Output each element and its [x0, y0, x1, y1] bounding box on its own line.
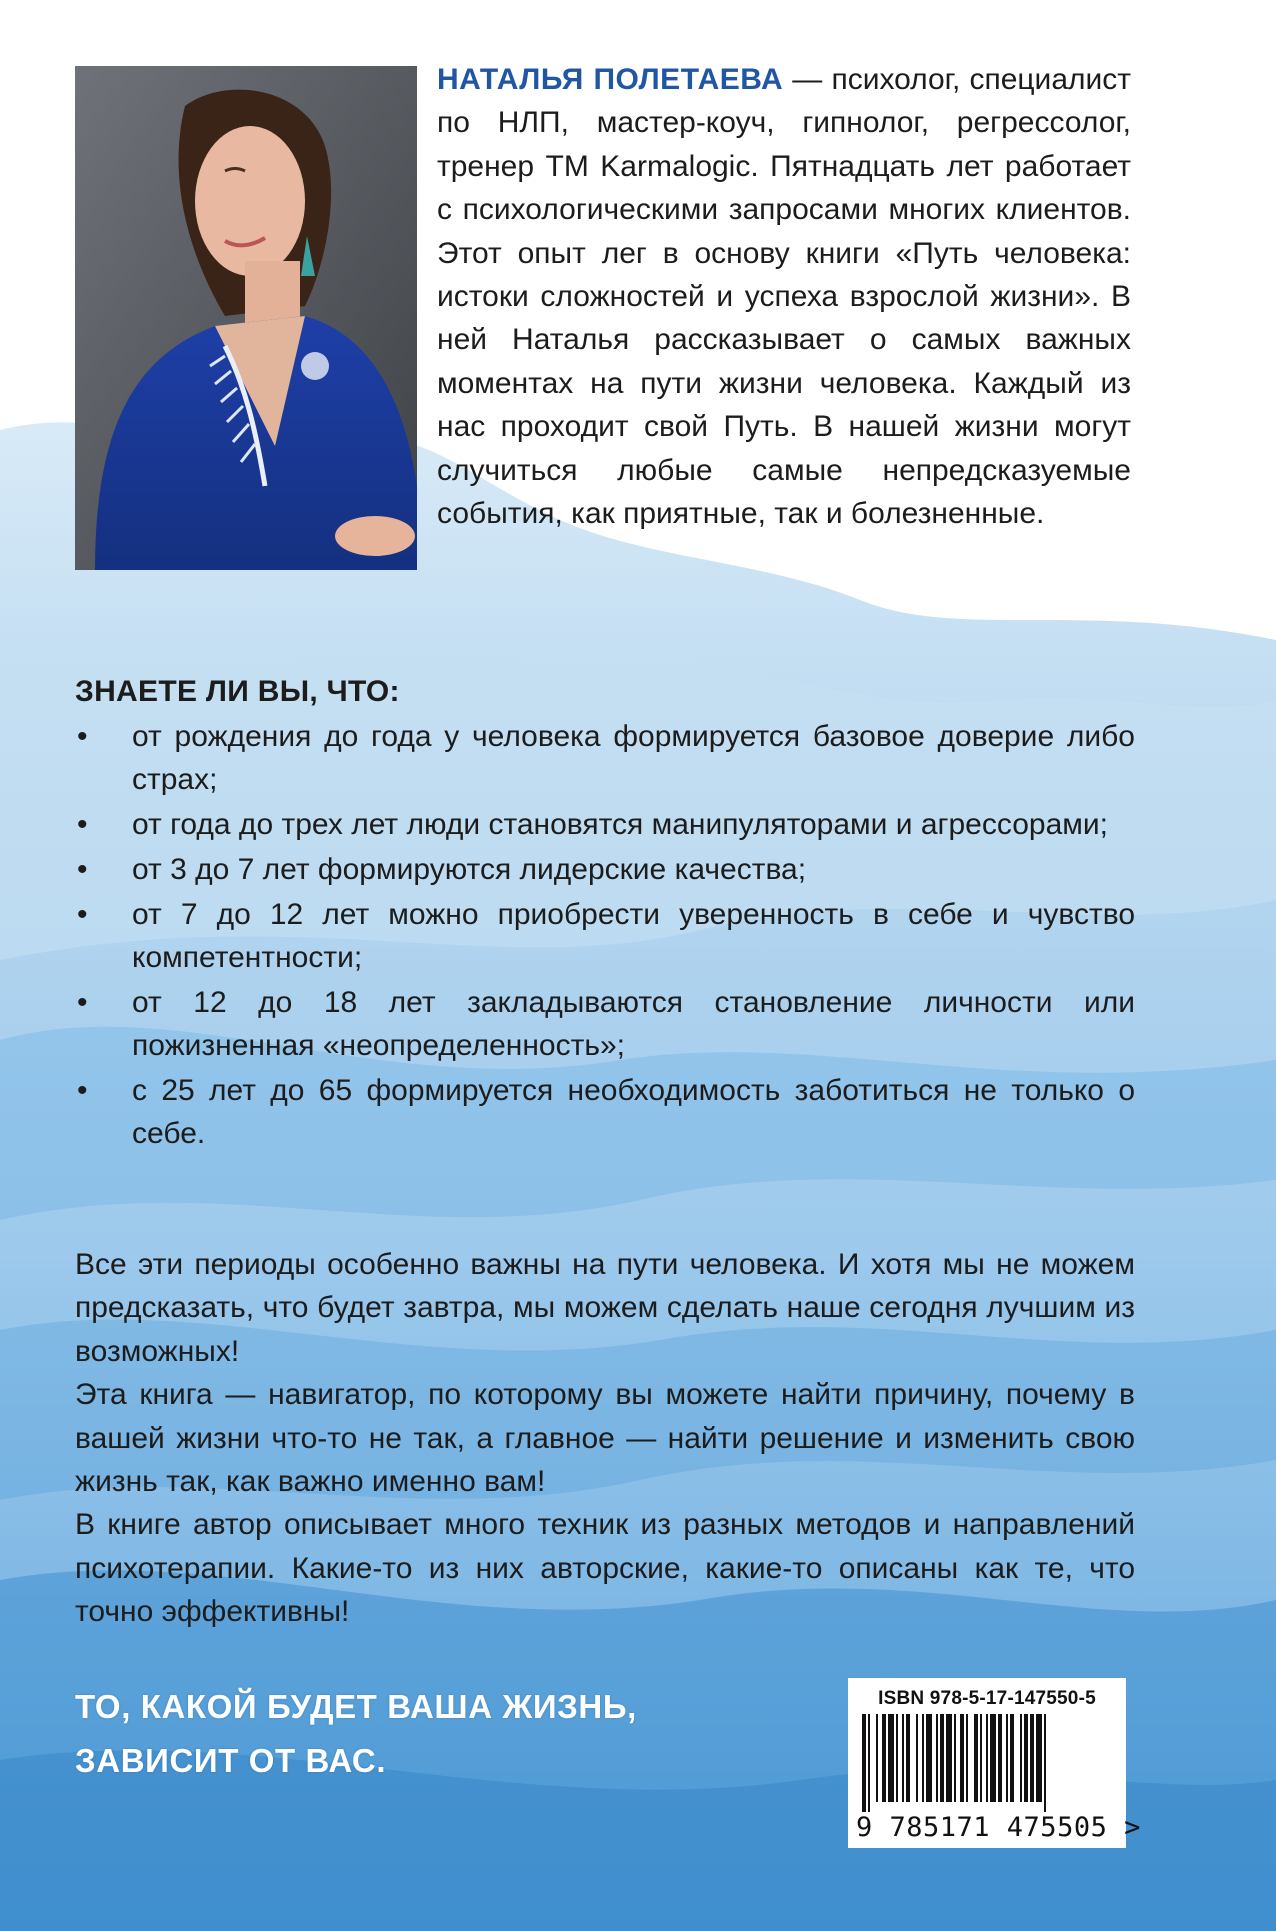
fact-text: с 25 лет до 65 формируется необходимость заботиться не только о себе.: [132, 1074, 1135, 1150]
bullet-icon: •: [77, 808, 88, 841]
paragraph: Эта книга — навигатор, по которому вы можете найти причину, почему в вашей жизни что-то не так, а главное — найти решение и изменить свою жизнь так, как важно именно вам!: [75, 1378, 1135, 1499]
fact-text: от 3 до 7 лет формируются лидерские качества;: [132, 853, 807, 886]
isbn-barcode: [848, 1678, 1141, 1848]
bullet-icon: •: [77, 898, 88, 931]
bullet-icon: •: [77, 986, 88, 1019]
list-item: [75, 848, 1135, 891]
bullet-icon: •: [77, 720, 88, 753]
isbn-label: ISBN 978-5-17-147550-5: [878, 1688, 1096, 1709]
list-item: [75, 893, 1135, 979]
author-bio: [437, 58, 1131, 535]
barcode-bars-icon: [862, 1714, 1112, 1812]
slogan-line: ТО, КАКОЙ БУДЕТ ВАША ЖИЗНЬ,: [75, 1688, 637, 1725]
bullet-icon: •: [77, 853, 88, 886]
author-photo: [75, 66, 417, 570]
author-name: НАТАЛЬЯ ПОЛЕТАЕВА: [437, 63, 784, 96]
slogan: [75, 1680, 715, 1788]
fact-text: от года до трех лет люди становятся манипуляторами и агрессорами;: [132, 808, 1108, 841]
fact-text: от 12 до 18 лет закладываются становление личности или пожизненная «неопределенность»;: [132, 986, 1135, 1062]
bullet-icon: •: [77, 1074, 88, 1107]
list-item: [75, 981, 1135, 1067]
author-portrait-icon: [75, 66, 417, 570]
list-item: [75, 803, 1135, 846]
barcode-digits: 9 785171 475505 >: [856, 1812, 1141, 1843]
fact-text: от рождения до года у человека формируется базовое доверие либо страх;: [132, 720, 1135, 796]
list-item: [75, 1069, 1135, 1155]
slogan-line: ЗАВИСИТ ОТ ВАС.: [75, 1742, 387, 1779]
description-paragraphs: [75, 1243, 1135, 1634]
paragraph: Все эти периоды особенно важны на пути человека. И хотя мы не можем предсказать, что будет завтра, мы можем сделать наше сегодня лучшим из возможных!: [75, 1248, 1135, 1368]
facts-list: [75, 715, 1135, 1155]
list-item: [75, 715, 1135, 801]
did-you-know-section: [75, 670, 1135, 1157]
fact-text: от 7 до 12 лет можно приобрести уверенность в себе и чувство компетентности;: [132, 898, 1135, 974]
author-bio-text: — психолог, специалист по НЛП, мастер-коуч, гипнолог, регрессолог, тренер ТМ Karmalogic. Пятнадцать лет работает с психологическими запросами многих клиентов. Этот опыт лег в основу книги «Путь человека: истоки сложностей и успеха взрослой жизни». В ней Наталья рассказывает о самых важных моментах на пути жизни человека. Каждый из нас проходит свой Путь. В нашей жизни могут случиться любые самые непредсказуемые события, как приятные, так и болезненные.: [437, 63, 1132, 531]
paragraph: В книге автор описывает много техник из разных методов и направлений психотерапии. Какие-то из них авторские, какие-то описаны как те, что точно эффективны!: [75, 1508, 1135, 1629]
did-you-know-heading: ЗНАЕТЕ ЛИ ВЫ, ЧТО:: [75, 675, 400, 708]
